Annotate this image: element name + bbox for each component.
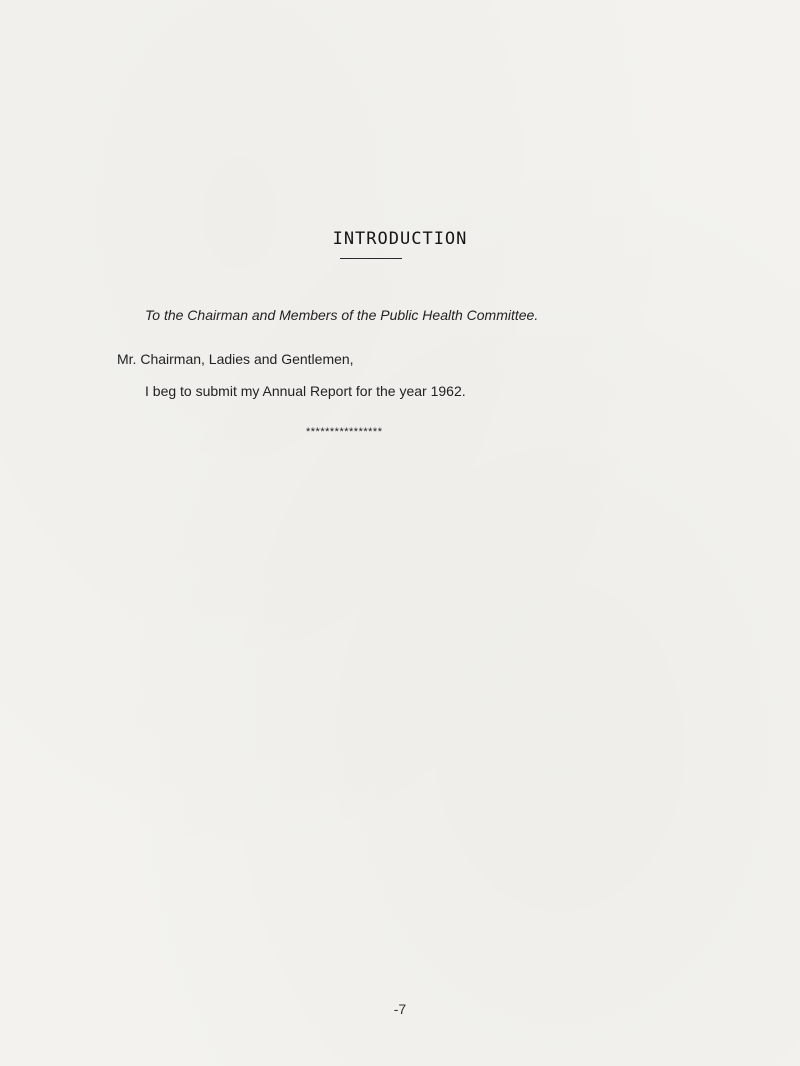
address-line: To the Chairman and Members of the Public Health Committee. xyxy=(145,307,539,323)
title-underline xyxy=(340,258,402,259)
page-number: -7 xyxy=(393,1001,407,1017)
section-separator: **************** xyxy=(306,426,383,438)
body-paragraph: I beg to submit my Annual Report for the year 1962. xyxy=(145,383,466,399)
page-title: INTRODUCTION xyxy=(332,229,468,249)
salutation-line: Mr. Chairman, Ladies and Gentlemen, xyxy=(117,351,354,367)
